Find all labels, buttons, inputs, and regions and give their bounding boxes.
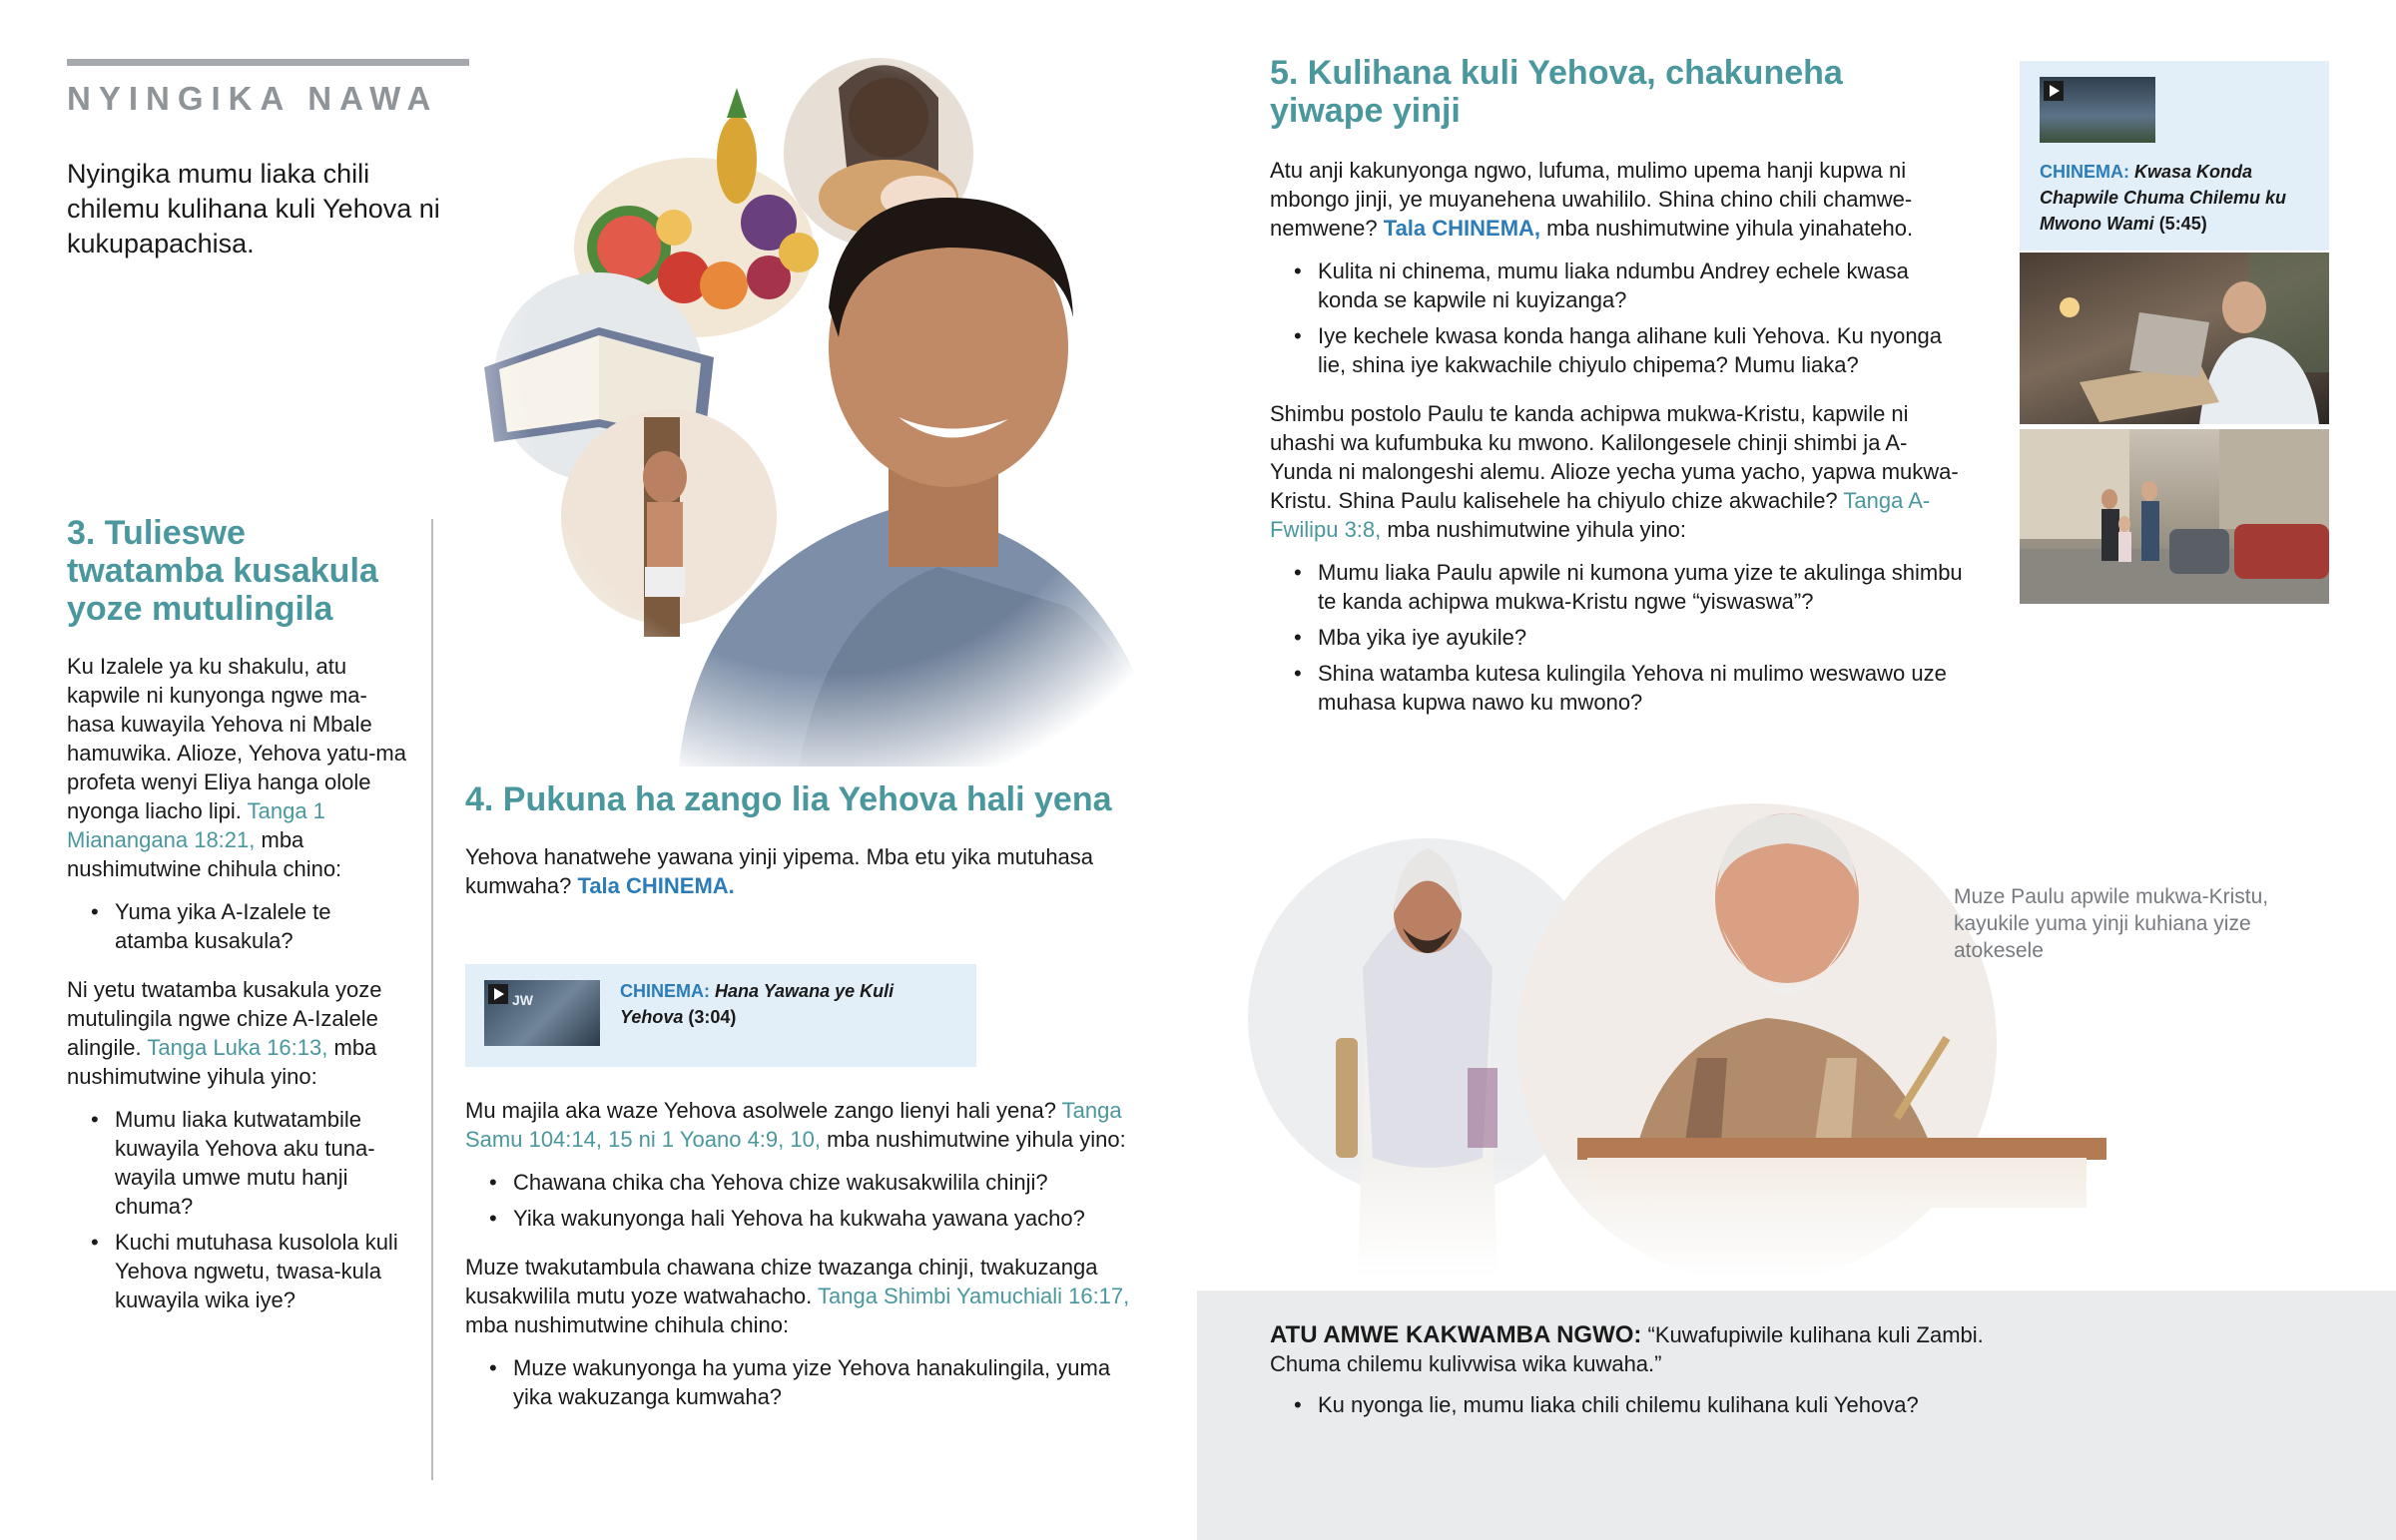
section-5-questions-2 xyxy=(1270,558,1969,717)
video-duration: (5:45) xyxy=(2158,214,2207,234)
play-icon xyxy=(488,984,508,1004)
section-5-paragraph-2 xyxy=(1270,399,1969,544)
watch-video-link[interactable]: Tala CHINEMA, xyxy=(1383,216,1541,241)
question-item: • Shina watamba kutesa kulingila Yehova ni mulimo weswawo uze muhasa kupwa nawo ku mwono? xyxy=(1270,659,1969,717)
watch-video-link[interactable]: Tala CHINEMA. xyxy=(577,873,735,898)
paragraph-text: Shimbu postolo Paulu te kanda achipwa mukwa-Kristu, kapwile ni uhashi wa kufumbuka ku mwono. Kalilongesele chinji shimbi ja A-Yunda ni malongeshi alemu. Alioze yecha yuma yacho, yapwa mukwa-Kristu. Shina Paulu kalisehele ha chiyulo chize akwachile? xyxy=(1270,401,1959,513)
jw-logo: JW xyxy=(512,992,533,1008)
video-thumbnail[interactable] xyxy=(484,980,600,1046)
question-item: • Iye kechele kwasa konda hanga alihane kuli Yehova. Ku nyonga lie, shina iye kakwachile chiyulo chipema? Mumu liaka? xyxy=(1270,321,1969,379)
opinion-box-content xyxy=(1270,1320,2049,1426)
question-item: • Yuma yika A-Izalele te atamba kusakula? xyxy=(67,897,406,955)
section-4-paragraph-3 xyxy=(465,1253,1144,1339)
paragraph-text: mba nushimutwine chihula chino: xyxy=(465,1312,790,1337)
video-duration: (3:04) xyxy=(688,1007,737,1027)
paragraph-text: mba nushimutwine yihula yino: xyxy=(827,1127,1126,1152)
play-icon xyxy=(2044,81,2064,101)
section-4-questions-2 xyxy=(465,1353,1144,1411)
intro-text: Nyingika mumu liaka chili chilemu kulihana kuli Yehova ni kukupapachisa. xyxy=(67,159,440,258)
section-5-heading: 5. Kulihana kuli Yehova, chakuneha yiwape yinji xyxy=(1270,54,1843,130)
section-5-questions-1 xyxy=(1270,257,1969,379)
question-item: • Kulita ni chinema, mumu liaka ndumbu Andrey echele kwasa konda se kapwile ni kuyizanga? xyxy=(1270,257,1969,314)
section-4-paragraph-2 xyxy=(465,1096,1144,1154)
gifts-illustration xyxy=(469,48,1188,767)
video-title: Kwasa Konda Chapwile Chuma Chilemu ku Mwono Wami xyxy=(2040,162,2287,234)
section-4-heading: 4. Pukuna ha zango lia Yehova hali yena xyxy=(465,780,1112,818)
scripture-link-luke[interactable]: Tanga Luka 16:13, xyxy=(147,1035,328,1060)
section-kicker: NYINGIKA NAWA xyxy=(67,80,439,117)
section-3-questions-1 xyxy=(67,897,406,955)
question-item: • Ku nyonga lie, mumu liaka chili chilemu kulihana kuli Yehova? xyxy=(1270,1390,2049,1419)
section-3-paragraph-1 xyxy=(67,652,406,883)
question-item: • Mumu liaka Paulu apwile ni kumona yuma yize te akulinga shimbu te kanda achipwa mukwa-Kristu ngwe “yiswaswa”? xyxy=(1270,558,1969,616)
question-item: • Chawana chika cha Yehova chize wakusakwilila chinji? xyxy=(465,1168,1144,1197)
video-box-gifts[interactable] xyxy=(465,964,976,1067)
scripture-link-deuteronomy[interactable]: Tanga Shimbi Yamuchiali 16:17, xyxy=(818,1283,1130,1308)
paragraph-text: Muze twakutambula chawana chize twazanga chinji, twakuzanga kusakwilila mutu yoze watwahacho. xyxy=(465,1255,1098,1308)
paul-illustration xyxy=(1248,739,2186,1278)
video-caption xyxy=(620,978,959,1030)
question-item: • Mba yika iye ayukile? xyxy=(1270,623,1969,652)
question-item: • Muze wakunyonga ha yuma yize Yehova hanakulingila, yuma yika wakuzanga kumwaha? xyxy=(465,1353,1144,1411)
paragraph-text: mba nushimutwine yihula yino: xyxy=(1387,517,1687,542)
video-thumbnail[interactable] xyxy=(2040,77,2155,143)
question-item: • Mumu liaka kutwatambile kuwayila Yehova aku tuna-wayila umwe mutu hanji chuma? xyxy=(67,1105,406,1221)
section-3-questions-2 xyxy=(67,1105,406,1314)
video-label: CHINEMA: xyxy=(620,981,710,1001)
opinion-quote: “Kuwafupiwile kulihana kuli Zambi. Chuma chilemu kulivwisa wika kuwaha.” xyxy=(1270,1322,1984,1376)
paragraph-text: Ku Izalele ya ku shakulu, atu kapwile ni kunyonga ngwe ma-hasa kuwayila Yehova ni Mbale hamuwika. Alioze, Yehova yatu-ma profeta wenyi Eliya hanga olole nyonga liacho lipi. xyxy=(67,654,406,823)
section-4-questions-1 xyxy=(465,1168,1144,1233)
paragraph-text: Atu anji kakunyonga ngwo, lufuma, mulimo upema hanji kupwa ni mbongo jinji, ye muyanehena uwahililo. Shina chino chili chamwe-nemwene? xyxy=(1270,158,1913,241)
opinion-statement xyxy=(1270,1320,2049,1378)
section-3-heading: 3. Tulieswe twatamba kusakula yoze mutulingila xyxy=(67,514,378,628)
paragraph-text: Ni yetu twatamba kusakula yoze mutulingila ngwe chize A-Izalele alingile. xyxy=(67,977,382,1060)
section-4 xyxy=(465,780,1124,900)
question-item: • Yika wakunyonga hali Yehova ha kukwaha yawana yacho? xyxy=(465,1204,1144,1233)
video-box-career[interactable] xyxy=(2020,61,2329,251)
section-4-paragraph-1 xyxy=(465,842,1124,900)
street-scene-photo xyxy=(2020,429,2329,604)
section-5-paragraph-1 xyxy=(1270,156,1969,243)
man-at-laptop-photo xyxy=(2020,253,2329,424)
paragraph-text: mba nushimutwine chihula chino: xyxy=(67,827,342,881)
video-label: CHINEMA: xyxy=(2040,162,2129,182)
paragraph-text: mba nushimutwine yihula yino: xyxy=(67,1035,377,1089)
scripture-link-philippians[interactable]: Tanga A-Fwilipu 3:8, xyxy=(1270,488,1931,542)
section-3-paragraph-2 xyxy=(67,975,406,1091)
video-title: Hana Yawana ye Kuli Yehova xyxy=(620,981,895,1027)
section-4-continued xyxy=(465,1096,1144,1418)
header-rule xyxy=(67,59,469,66)
column-divider xyxy=(431,519,433,1480)
opinion-questions xyxy=(1270,1390,2049,1419)
paragraph-text: mba nushimutwine yihula yinahateho. xyxy=(1546,216,1914,241)
section-3 xyxy=(67,514,406,1321)
scripture-link-1-kings[interactable]: Tanga 1 Mianangana 18:21, xyxy=(67,798,325,852)
section-5 xyxy=(1270,54,1969,724)
paragraph-text: Yehova hanatwehe yawana yinji yipema. Mba etu yika mutuhasa kumwaha? xyxy=(465,844,1094,898)
video-caption xyxy=(2040,159,2319,237)
paragraph-text: Mu majila aka waze Yehova asolwele zango lienyi hali yena? xyxy=(465,1098,1056,1123)
question-item: • Kuchi mutuhasa kusolola kuli Yehova ngwetu, twasa-kula kuwayila wika iye? xyxy=(67,1228,406,1314)
opinion-lead: ATU AMWE KAKWAMBA NGWO: xyxy=(1270,1321,1642,1348)
illustration-caption: Muze Paulu apwile mukwa-Kristu, kayukile yuma yinji kuhiana yize atokesele xyxy=(1954,885,2269,962)
scripture-link-psalm[interactable]: Tanga Samu 104:14, 15 ni 1 Yoano 4:9, 10, xyxy=(465,1098,1122,1152)
